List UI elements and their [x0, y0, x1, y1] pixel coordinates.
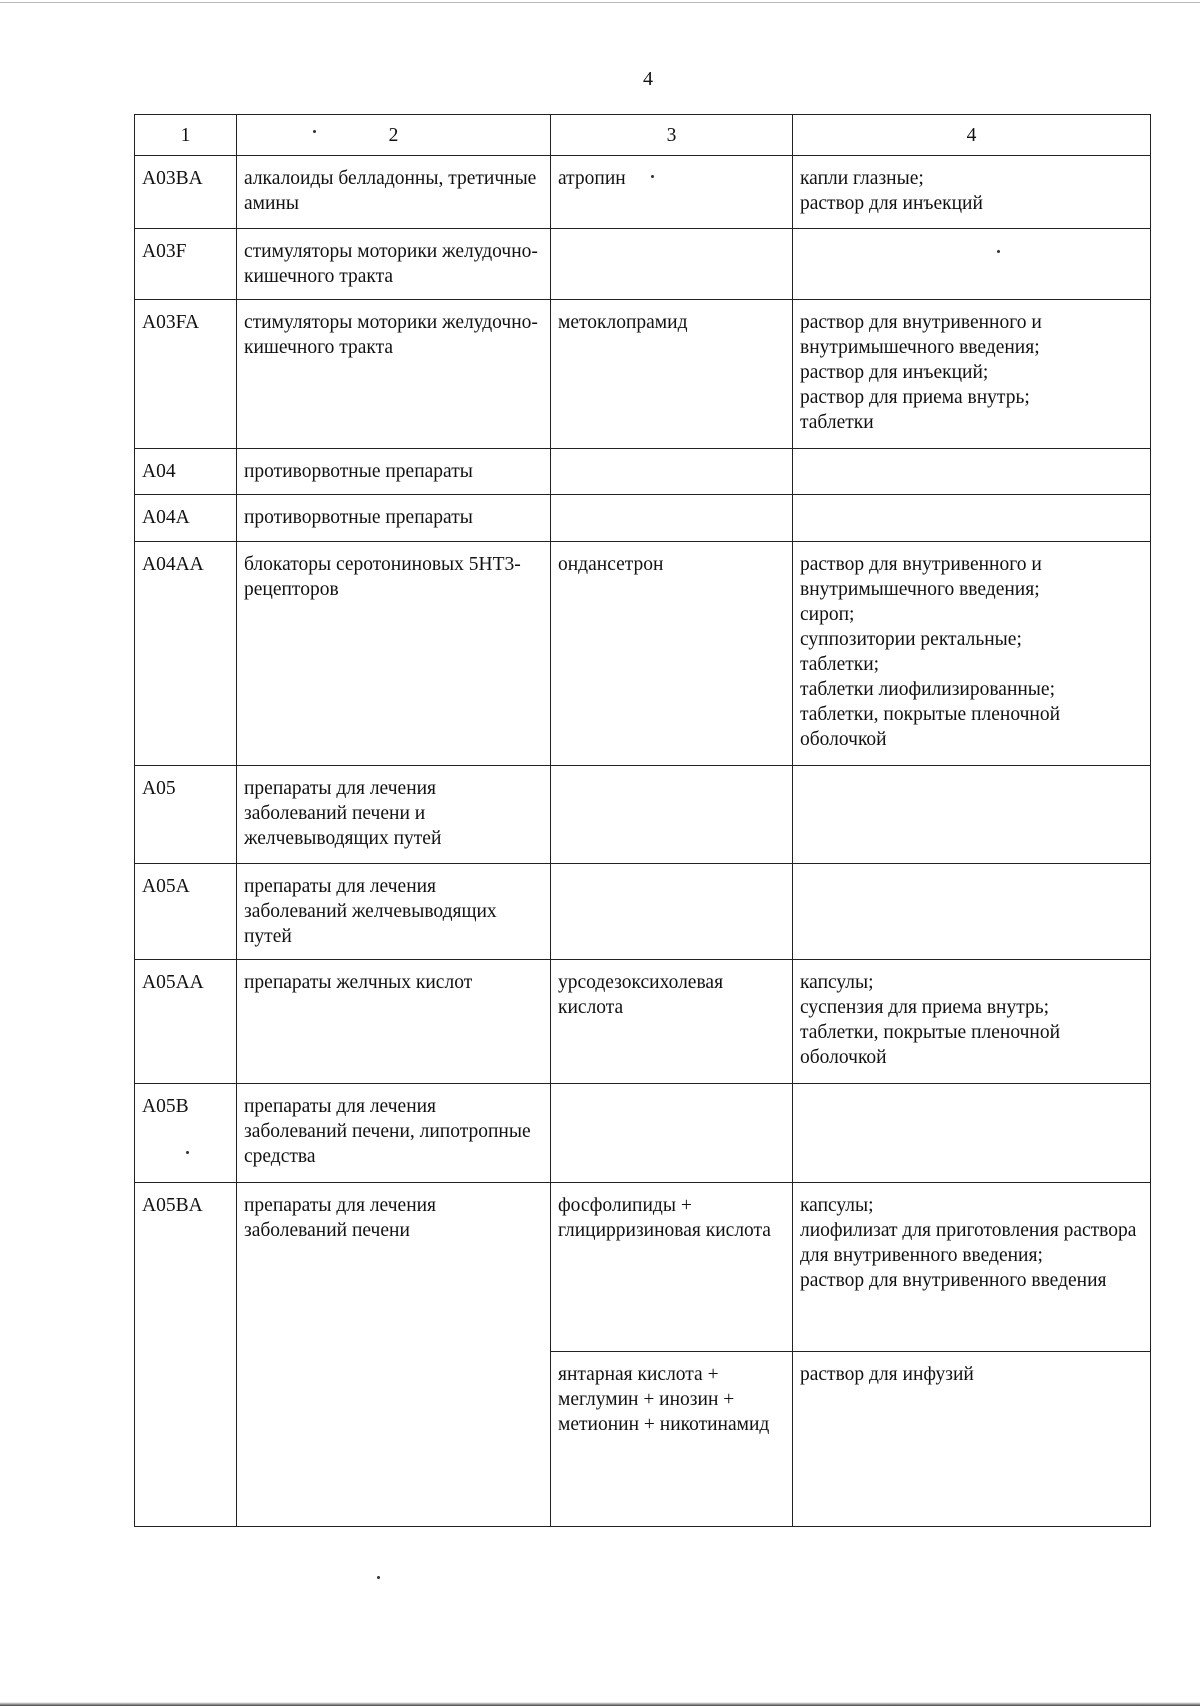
atc-code-cell: A05A	[135, 864, 237, 960]
scan-speck	[997, 250, 1000, 253]
drug-name-cell	[551, 1084, 793, 1183]
header-col-4: 4	[793, 115, 1151, 156]
scan-speck	[186, 1151, 189, 1154]
scan-speck	[377, 1576, 380, 1579]
table-row	[135, 864, 1151, 960]
drug-name-cell: ондансетрон	[551, 542, 793, 766]
dosage-forms-cell: раствор для внутривенного и внутримышечного введения; сироп; суппозитории ректальные; таблетки; таблетки лиофилизированные; таблетки, покрытые пленочной оболочкой	[793, 542, 1151, 766]
atc-code-cell: A05B	[135, 1084, 237, 1183]
table-row	[135, 156, 1151, 229]
drug-name-cell: янтарная кислота + меглумин + инозин + метионин + никотинамид	[551, 1352, 793, 1527]
dosage-forms-cell: раствор для инфузий	[793, 1352, 1151, 1527]
drug-name-cell	[551, 229, 793, 300]
group-name-cell: противорвотные препараты	[237, 449, 551, 495]
drug-classification-table	[134, 114, 1151, 1527]
group-name-cell: препараты желчных кислот	[237, 960, 551, 1084]
dosage-forms-cell	[793, 766, 1151, 864]
drug-name-cell: метоклопрамид	[551, 300, 793, 449]
scan-speck	[651, 175, 654, 178]
drug-name-cell	[551, 495, 793, 542]
group-name-cell: препараты для лечения заболеваний печени	[237, 1183, 551, 1527]
dosage-forms-cell	[793, 495, 1151, 542]
atc-code-cell: A05AA	[135, 960, 237, 1084]
group-name-cell: препараты для лечения заболеваний желчевыводящих путей	[237, 864, 551, 960]
dosage-forms-cell	[793, 449, 1151, 495]
atc-code-cell: A05BA	[135, 1183, 237, 1527]
table-row	[135, 960, 1151, 1084]
dosage-forms-cell: капсулы; суспензия для приема внутрь; таблетки, покрытые пленочной оболочкой	[793, 960, 1151, 1084]
table-header-row	[135, 115, 1151, 156]
group-name-cell: препараты для лечения заболеваний печени и желчевыводящих путей	[237, 766, 551, 864]
scan-top-edge	[0, 2, 1200, 3]
dosage-forms-cell	[793, 864, 1151, 960]
atc-code-cell: A04A	[135, 495, 237, 542]
scan-speck	[313, 130, 316, 133]
page-number: 4	[643, 68, 653, 90]
header-col-3: 3	[551, 115, 793, 156]
table-row	[135, 1084, 1151, 1183]
atc-code-cell: A03F	[135, 229, 237, 300]
atc-code-cell: A03BA	[135, 156, 237, 229]
atc-code-cell: A03FA	[135, 300, 237, 449]
drug-name-cell	[551, 449, 793, 495]
dosage-forms-cell	[793, 229, 1151, 300]
group-name-cell: стимуляторы моторики желудочно-кишечного тракта	[237, 300, 551, 449]
header-col-1: 1	[135, 115, 237, 156]
atc-code-cell: A05	[135, 766, 237, 864]
dosage-forms-cell: капсулы; лиофилизат для приготовления раствора для внутривенного введения; раствор для внутривенного введения	[793, 1183, 1151, 1352]
atc-code-cell: A04	[135, 449, 237, 495]
drug-name-cell: фосфолипиды + глицирризиновая кислота	[551, 1183, 793, 1352]
table-row	[135, 766, 1151, 864]
group-name-cell: стимуляторы моторики желудочно-кишечного тракта	[237, 229, 551, 300]
drug-name-cell: атропин	[551, 156, 793, 229]
dosage-forms-cell: раствор для внутривенного и внутримышечного введения; раствор для инъекций; раствор для приема внутрь; таблетки	[793, 300, 1151, 449]
drug-name-cell: урсодезоксихолевая кислота	[551, 960, 793, 1084]
group-name-cell: алкалоиды белладонны, третичные амины	[237, 156, 551, 229]
scan-bottom-edge	[0, 1702, 1200, 1706]
dosage-forms-cell	[793, 1084, 1151, 1183]
table-row	[135, 542, 1151, 766]
table-row	[135, 1183, 1151, 1352]
table-row	[135, 229, 1151, 300]
table-row	[135, 300, 1151, 449]
dosage-forms-cell: капли глазные; раствор для инъекций	[793, 156, 1151, 229]
atc-code-cell: A04AA	[135, 542, 237, 766]
table-row	[135, 449, 1151, 495]
table-row	[135, 495, 1151, 542]
group-name-cell: блокаторы серотониновых 5HT3-рецепторов	[237, 542, 551, 766]
drug-name-cell	[551, 864, 793, 960]
group-name-cell: противорвотные препараты	[237, 495, 551, 542]
header-col-2: 2	[237, 115, 551, 156]
drug-name-cell	[551, 766, 793, 864]
group-name-cell: препараты для лечения заболеваний печени, липотропные средства	[237, 1084, 551, 1183]
